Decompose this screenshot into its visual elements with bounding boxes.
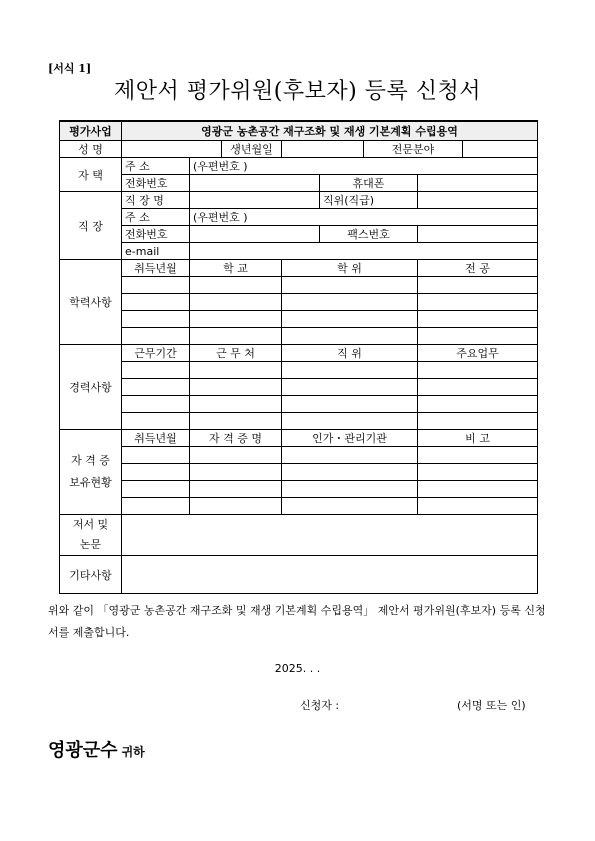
home-phone-label: 전화번호	[122, 175, 190, 192]
career-entry-row	[60, 396, 538, 413]
education-entry-row	[60, 311, 538, 328]
workplace-field[interactable]	[190, 192, 320, 209]
applicant-label: 신청자 :	[300, 699, 340, 712]
career-header-period: 근무기간	[122, 345, 190, 362]
license-label-line-1: 자 격 증	[71, 454, 110, 467]
license-label	[60, 430, 122, 515]
education-header-major: 전 공	[418, 260, 538, 277]
home-phone-row	[60, 175, 538, 192]
career-entry-row	[60, 379, 538, 396]
email-row	[60, 243, 538, 260]
project-row	[60, 121, 538, 141]
birth-label: 생년월일	[222, 141, 282, 158]
career-header-row	[60, 345, 538, 362]
statement-text: 위와 같이 「영광군 농촌공간 재구조화 및 재생 기본계획 수립용역」 제안서 평가위원(후보자) 등록 신청서를 제출합니다.	[48, 604, 546, 639]
position-label: 직위(직급)	[320, 192, 418, 209]
license-entry-row	[60, 447, 538, 464]
license-entry-row	[60, 481, 538, 498]
license-header-authority: 인가・관리기관	[282, 430, 418, 447]
fax-label: 팩스번호	[320, 226, 418, 243]
education-label: 학력사항	[60, 260, 122, 345]
papers-label-line-2: 논문	[79, 538, 102, 551]
career-entry-row	[60, 413, 538, 430]
work-address-row	[60, 209, 538, 226]
education-entry-row	[60, 328, 538, 345]
recipient-suffix: 귀하	[121, 745, 145, 759]
license-header-name: 자 격 증 명	[190, 430, 282, 447]
mobile-field[interactable]	[418, 175, 538, 192]
home-phone-field[interactable]	[190, 175, 320, 192]
work-phone-label: 전화번호	[122, 226, 190, 243]
home-address-field[interactable]: (우편번호 )	[190, 158, 538, 175]
career-header-workplace: 근 무 처	[190, 345, 282, 362]
home-address-label: 주 소	[122, 158, 190, 175]
license-header-row	[60, 430, 538, 447]
work-address-label: 주 소	[122, 209, 190, 226]
name-label: 성 명	[60, 141, 122, 158]
workplace-row	[60, 192, 538, 209]
home-address-row	[60, 158, 538, 175]
workplace-label: 직 장 명	[122, 192, 190, 209]
mobile-label: 휴대폰	[320, 175, 418, 192]
recipient	[48, 736, 145, 762]
misc-row	[60, 556, 538, 594]
license-label-line-2: 보유현황	[69, 476, 112, 489]
education-entry-row	[60, 277, 538, 294]
recipient-name: 영광군수	[48, 740, 118, 761]
education-header-degree: 학 위	[282, 260, 418, 277]
application-form-table	[59, 120, 538, 594]
position-field[interactable]	[418, 192, 538, 209]
career-header-duties: 주요업무	[418, 345, 538, 362]
license-entry-row	[60, 464, 538, 481]
papers-field[interactable]	[122, 515, 538, 556]
form-title: 제안서 평가위원(후보자) 등록 신청서	[114, 79, 481, 104]
career-header-position: 직 위	[282, 345, 418, 362]
education-entry-row	[60, 294, 538, 311]
field-input[interactable]	[463, 141, 538, 158]
papers-label	[60, 515, 122, 556]
project-label: 평가사업	[60, 121, 122, 141]
email-label: e-mail	[122, 243, 190, 260]
signature-label: (서명 또는 인)	[457, 699, 526, 712]
email-field[interactable]	[190, 243, 538, 260]
work-address-field[interactable]: (우편번호 )	[190, 209, 538, 226]
career-entry-row	[60, 362, 538, 379]
education-header-row	[60, 260, 538, 277]
name-row	[60, 141, 538, 158]
license-header-date: 취득년월	[122, 430, 190, 447]
field-label: 전문분야	[364, 141, 463, 158]
birth-field[interactable]	[282, 141, 364, 158]
career-label: 경력사항	[60, 345, 122, 430]
submission-date: 2025. . .	[274, 662, 321, 675]
education-header-school: 학 교	[190, 260, 282, 277]
fax-field[interactable]	[418, 226, 538, 243]
project-name: 영광군 농촌공간 재구조화 및 재생 기본계획 수립용역	[122, 121, 538, 141]
home-label: 자 택	[60, 158, 122, 192]
license-header-remarks: 비 고	[418, 430, 538, 447]
work-label: 직 장	[60, 192, 122, 260]
work-phone-row	[60, 226, 538, 243]
work-phone-field[interactable]	[190, 226, 320, 243]
form-number: [서식 1]	[48, 62, 92, 75]
misc-field[interactable]	[122, 556, 538, 594]
misc-label: 기타사항	[60, 556, 122, 594]
papers-row	[60, 515, 538, 556]
name-field[interactable]	[122, 141, 222, 158]
education-header-date: 취득년월	[122, 260, 190, 277]
license-entry-row	[60, 498, 538, 515]
papers-label-line-1: 저서 및	[72, 518, 109, 531]
